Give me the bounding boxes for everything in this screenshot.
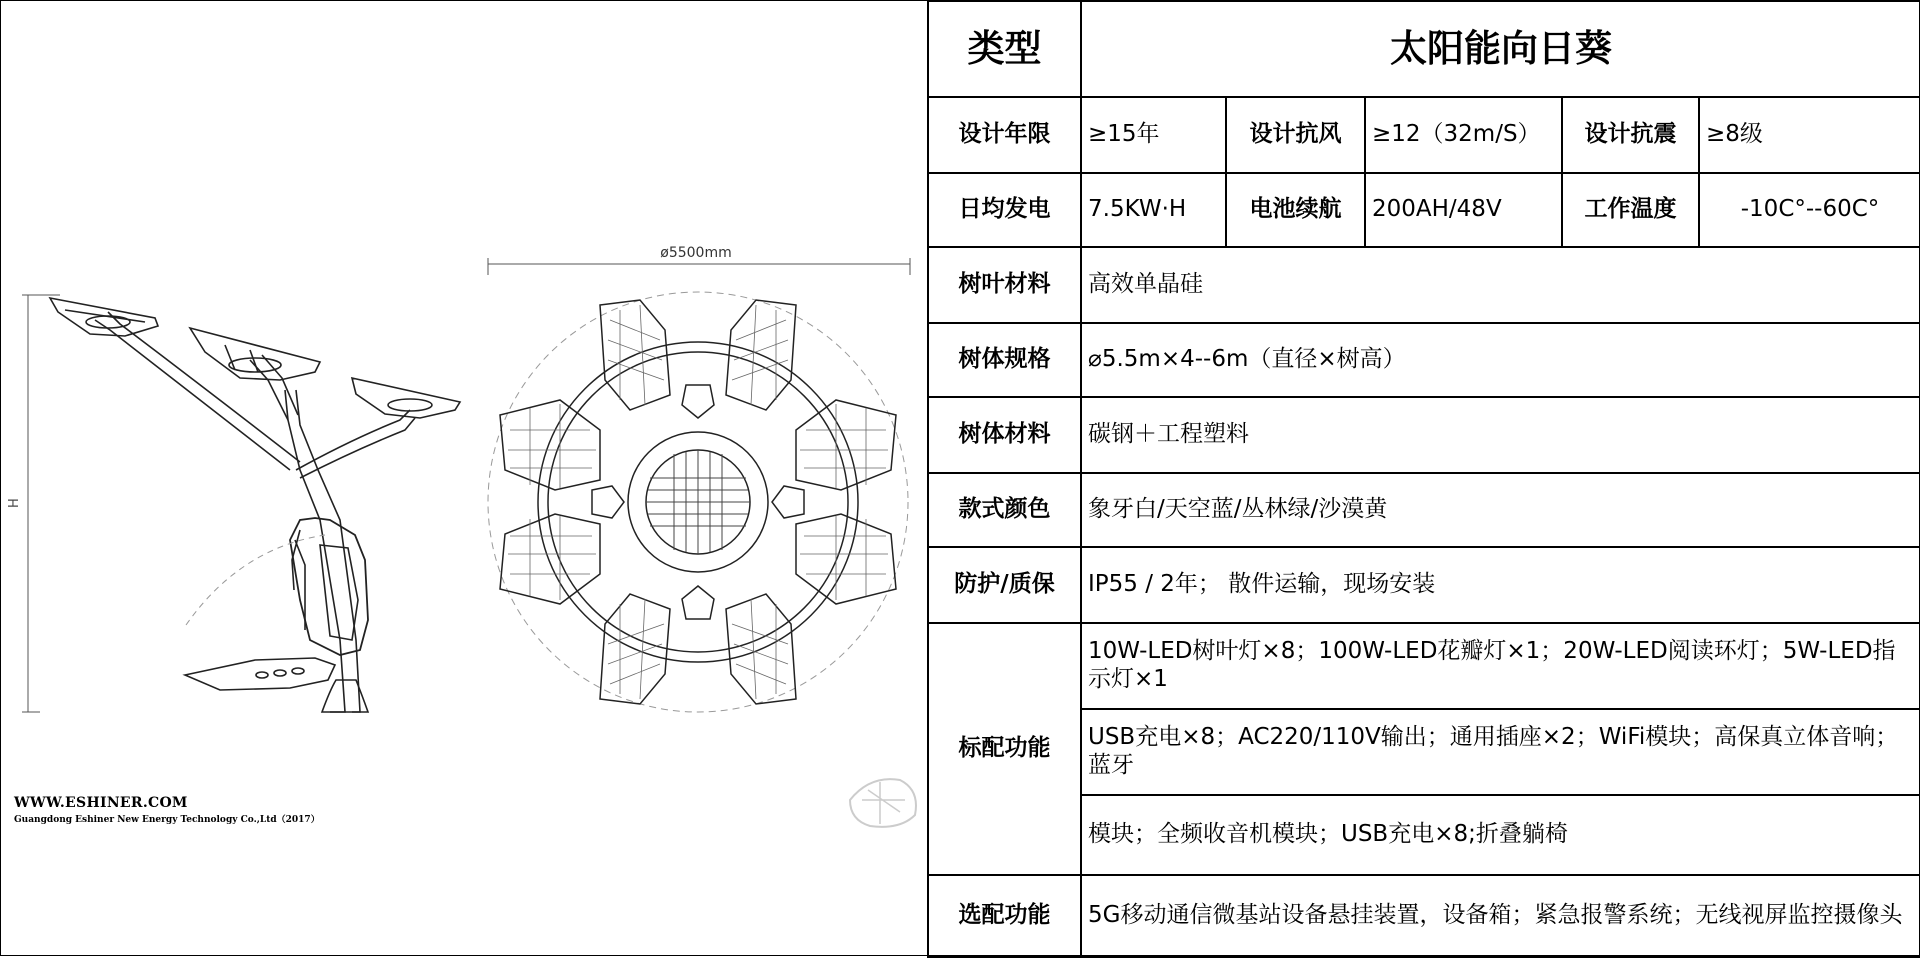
diameter-label: ø5500mm — [660, 245, 732, 261]
standard-line-2: USB充电×8；AC220/110V输出；通用插座×2；WiFi模块；高保真立体音响；蓝牙 — [1081, 709, 1920, 795]
row-colors — [928, 473, 1920, 547]
row-design — [928, 97, 1920, 173]
brand-website[interactable]: WWW.ESHINER.COM — [14, 795, 188, 811]
row-protection — [928, 547, 1920, 623]
protection-value: IP55 / 2年； 散件运输，现场安装 — [1081, 547, 1920, 623]
type-value: 太阳能向日葵 — [1081, 1, 1920, 97]
standard-line-3: 模块；全频收音机模块；USB充电×8;折叠躺椅 — [1081, 795, 1920, 875]
drawing-panel — [0, 0, 928, 956]
type-label: 类型 — [928, 1, 1081, 97]
row-body-material — [928, 397, 1920, 473]
colors-value: 象牙白/天空蓝/丛林绿/沙漠黄 — [1081, 473, 1920, 547]
row-standard-1 — [928, 623, 1920, 709]
standard-label: 标配功能 — [928, 623, 1081, 875]
temp-value: -10C°--60C° — [1699, 173, 1920, 247]
side-view — [50, 298, 460, 712]
row-optional — [928, 875, 1920, 957]
eshiner-logo-icon — [850, 779, 916, 827]
spec-table — [927, 0, 1920, 958]
seismic-value: ≥8级 — [1699, 97, 1920, 173]
design-life-label: 设计年限 — [928, 97, 1081, 173]
daily-gen-label: 日均发电 — [928, 173, 1081, 247]
row-body-spec — [928, 323, 1920, 397]
leaf-material-value: 高效单晶硅 — [1081, 247, 1920, 323]
optional-label: 选配功能 — [928, 875, 1081, 957]
height-dimension — [22, 295, 60, 712]
protection-label: 防护/质保 — [928, 547, 1081, 623]
brand-block — [14, 795, 320, 825]
body-spec-value: ⌀5.5m×4--6m（直径×树高） — [1081, 323, 1920, 397]
row-type — [928, 1, 1920, 97]
battery-label: 电池续航 — [1226, 173, 1365, 247]
row-power — [928, 173, 1920, 247]
design-life-value: ≥15年 — [1081, 97, 1226, 173]
body-material-value: 碳钢＋工程塑料 — [1081, 397, 1920, 473]
daily-gen-value: 7.5KW·H — [1081, 173, 1226, 247]
seismic-label: 设计抗震 — [1562, 97, 1699, 173]
wind-label: 设计抗风 — [1226, 97, 1365, 173]
wind-value: ≥12（32m/S） — [1365, 97, 1562, 173]
battery-value: 200AH/48V — [1365, 173, 1562, 247]
leaf-material-label: 树叶材料 — [928, 247, 1081, 323]
height-label: H — [7, 498, 22, 508]
brand-company: Guangdong Eshiner New Energy Technology Co.,Ltd（2017） — [14, 815, 320, 825]
body-material-label: 树体材料 — [928, 397, 1081, 473]
body-spec-label: 树体规格 — [928, 323, 1081, 397]
optional-value: 5G移动通信微基站设备悬挂装置，设备箱；紧急报警系统；无线视屏监控摄像头 — [1081, 875, 1920, 957]
top-view — [488, 292, 908, 712]
temp-label: 工作温度 — [1562, 173, 1699, 247]
standard-line-1: 10W-LED树叶灯×8；100W-LED花瓣灯×1；20W-LED阅读环灯；5W-LED指示灯×1 — [1081, 623, 1920, 709]
colors-label: 款式颜色 — [928, 473, 1081, 547]
row-leaf-material — [928, 247, 1920, 323]
